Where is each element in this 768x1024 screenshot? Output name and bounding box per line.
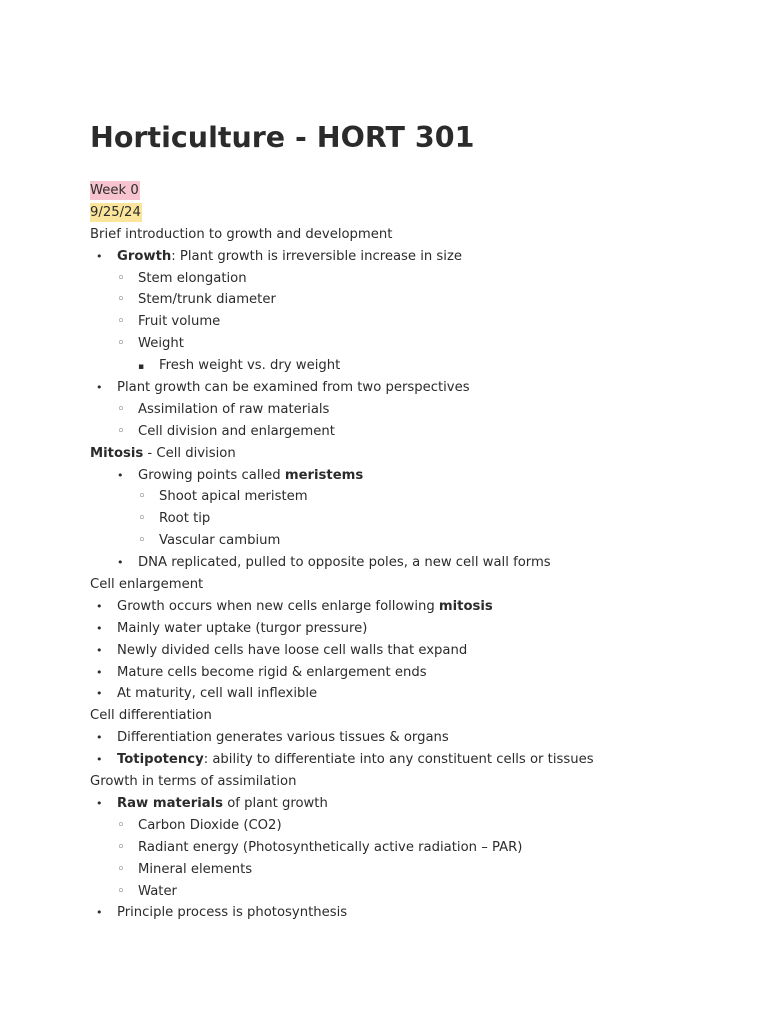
- list-item: [90, 815, 740, 837]
- bullet-icon: [96, 683, 103, 705]
- list-item: [90, 530, 740, 552]
- bullet-icon: [96, 902, 103, 924]
- list-item: [90, 421, 740, 443]
- date-line: [90, 202, 740, 224]
- list-item-text: Newly divided cells have loose cell walls that expand: [117, 642, 468, 658]
- bullet-icon: [117, 815, 125, 837]
- date-tag: 9/25/24: [90, 204, 141, 220]
- bullet-icon: [96, 618, 103, 640]
- page-title: Horticulture - HORT 301: [90, 121, 475, 154]
- note-page: [90, 118, 740, 924]
- bullet-icon: [117, 333, 125, 355]
- bullet-icon: [138, 530, 146, 552]
- week-tag: Week 0: [90, 183, 139, 198]
- bullet-icon: [117, 552, 124, 574]
- bullet-icon: [117, 268, 125, 290]
- list-item-text: Vascular cambium: [159, 533, 281, 549]
- bullet-icon: [117, 465, 124, 487]
- term-totipotency: Totipotency: [117, 752, 204, 768]
- list-item-text: Water: [138, 883, 177, 899]
- list-item-text: Mainly water uptake (turgor pressure): [117, 620, 368, 636]
- bullet-icon: [96, 727, 103, 749]
- list-item-text: Shoot apical meristem: [159, 489, 308, 505]
- list-item: [90, 902, 740, 924]
- list-item-text: Fruit volume: [138, 314, 221, 330]
- bullet-icon: [117, 859, 125, 881]
- bullet-icon: [96, 662, 103, 684]
- section-heading: Cell enlargement: [90, 577, 204, 593]
- list-item: [90, 333, 740, 355]
- section-heading: Cell differentiation: [90, 708, 212, 724]
- bullet-icon: [117, 399, 125, 421]
- list-item-text: Plant growth can be examined from two perspectives: [117, 380, 470, 396]
- bullet-icon: [138, 486, 146, 508]
- list-item-text: Mature cells become rigid & enlargement ends: [117, 664, 427, 680]
- list-item-text: At maturity, cell wall inflexible: [117, 686, 318, 702]
- list-item-text: Growing points called: [138, 467, 285, 483]
- bullet-icon: [117, 289, 125, 311]
- list-item: [90, 268, 740, 290]
- list-item: [90, 465, 740, 487]
- list-item: [90, 662, 740, 684]
- list-item: [90, 683, 740, 705]
- list-item: [90, 552, 740, 574]
- list-item: [90, 881, 740, 903]
- list-item-text: Carbon Dioxide (CO2): [138, 817, 282, 833]
- growth-definition: : Plant growth is irreversible increase in size: [171, 248, 462, 264]
- list-item: [90, 311, 740, 333]
- list-item-text: Root tip: [159, 511, 211, 527]
- list-item: [90, 355, 740, 377]
- list-item: [90, 859, 740, 881]
- term-mitosis: Mitosis: [90, 445, 144, 461]
- list-item-text: Fresh weight vs. dry weight: [159, 358, 341, 374]
- bullet-icon: [117, 837, 125, 859]
- list-item-text: Weight: [138, 336, 184, 352]
- list-item-text: Assimilation of raw materials: [138, 401, 330, 417]
- list-item: [90, 793, 740, 815]
- bullet-icon: [96, 377, 103, 399]
- section-heading: Growth in terms of assimilation: [90, 774, 297, 790]
- bullet-icon: [117, 311, 125, 333]
- bullet-icon: [117, 881, 125, 903]
- list-item: [90, 727, 740, 749]
- list-item: [90, 399, 740, 421]
- list-item: [90, 596, 740, 618]
- list-item-text: DNA replicated, pulled to opposite poles, a new cell wall forms: [138, 555, 551, 571]
- list-item: [90, 289, 740, 311]
- term-raw-materials: Raw materials: [117, 795, 224, 811]
- mitosis-heading: [90, 443, 740, 465]
- list-item: [90, 640, 740, 662]
- bullet-icon: [96, 749, 103, 771]
- bullet-icon: [96, 640, 103, 662]
- term-meristems: meristems: [284, 467, 364, 483]
- list-item: [90, 749, 740, 771]
- list-item: [90, 377, 740, 399]
- term-growth: Growth: [117, 248, 172, 264]
- list-item-text: Growth occurs when new cells enlarge following: [117, 598, 439, 614]
- list-item: [90, 837, 740, 859]
- mitosis-heading-rest: - Cell division: [143, 445, 236, 461]
- list-item-text: : ability to differentiate into any constituent cells or tissues: [203, 752, 594, 768]
- list-item-text: Differentiation generates various tissues & organs: [117, 730, 449, 746]
- list-item-text: Mineral elements: [138, 861, 253, 877]
- bullet-icon: [138, 508, 146, 530]
- bullet-icon: [96, 246, 103, 268]
- list-item: [90, 508, 740, 530]
- bullet-icon: [96, 793, 103, 815]
- bullet-icon: [138, 355, 144, 379]
- list-item-text: Cell division and enlargement: [138, 423, 335, 439]
- intro-text: Brief introduction to growth and development: [90, 226, 393, 242]
- list-item-text: of plant growth: [223, 795, 328, 811]
- bullet-icon: [96, 596, 103, 618]
- list-item: [90, 246, 740, 268]
- list-item-text: Stem elongation: [138, 270, 247, 286]
- list-item-text: Radiant energy (Photosynthetically active radiation – PAR): [138, 839, 523, 855]
- list-item-text: Principle process is photosynthesis: [117, 905, 348, 921]
- week-line: [90, 180, 740, 202]
- list-item: [90, 618, 740, 640]
- bullet-icon: [117, 421, 125, 443]
- list-item-text: Stem/trunk diameter: [138, 292, 276, 308]
- term-mitosis-inline: mitosis: [438, 598, 493, 614]
- list-item: [90, 486, 740, 508]
